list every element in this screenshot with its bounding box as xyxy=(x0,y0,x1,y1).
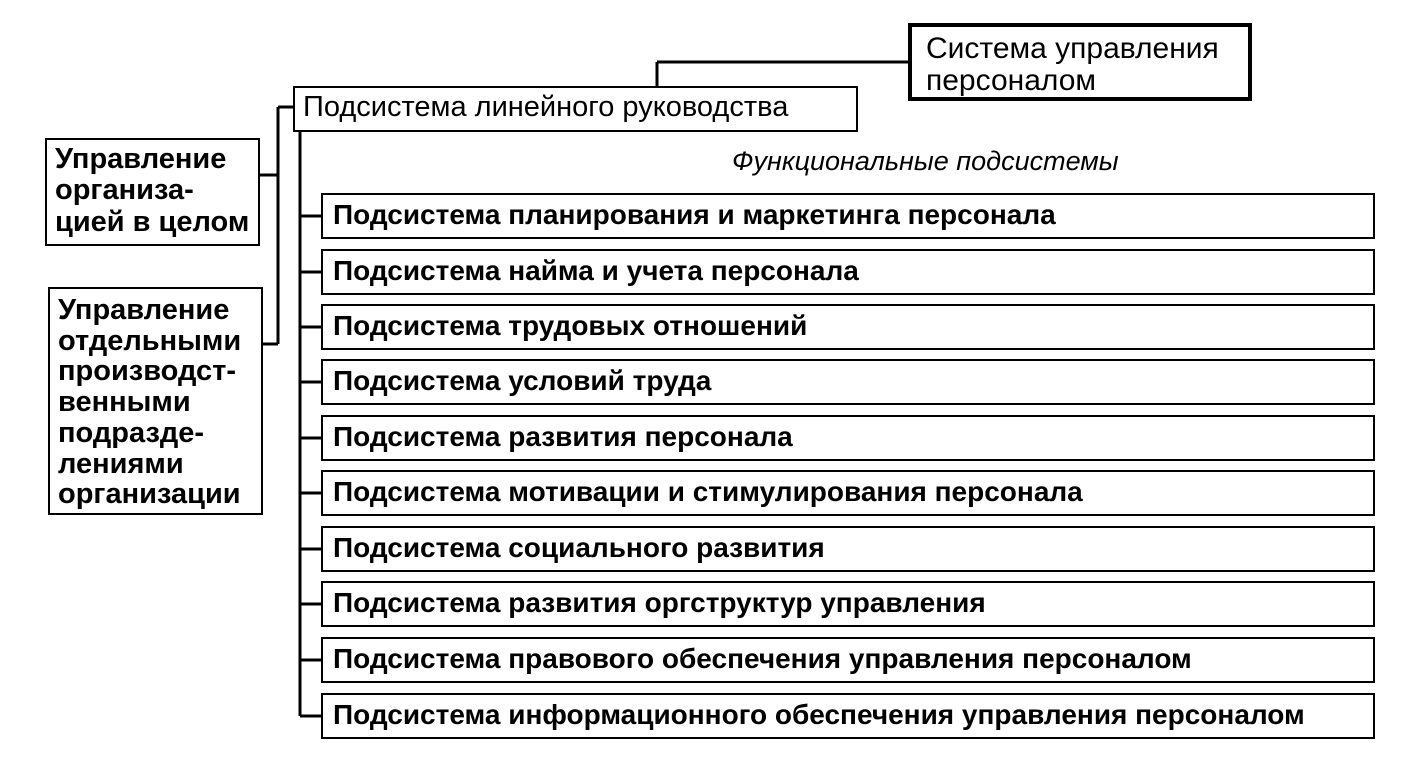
root-title-line-2: персоналом xyxy=(926,63,1097,97)
org-management-line: Управление xyxy=(55,143,227,175)
root-system-box xyxy=(908,23,1252,101)
functional-subsystem-box: Подсистема информационного обеспечения управления персоналом xyxy=(321,693,1375,739)
org-management-box xyxy=(45,138,260,246)
functional-subsystem-box: Подсистема социального развития xyxy=(321,526,1375,572)
functional-subsystem-box: Подсистема развития персонала xyxy=(321,415,1375,461)
root-title-line-1: Система управления xyxy=(926,32,1219,65)
functional-subsystem-box: Подсистема планирования и маркетинга персонала xyxy=(321,193,1375,239)
org-management-line: организа- xyxy=(55,174,194,207)
functional-subsystem-box: Подсистема правового обеспечения управления персоналом xyxy=(321,637,1375,683)
functional-subsystem-box: Подсистема мотивации и стимулирования персонала xyxy=(321,470,1375,516)
unit-management-line: отдельными xyxy=(58,324,242,357)
unit-management-line: организации xyxy=(58,478,241,511)
functional-subsystem-box: Подсистема найма и учета персонала xyxy=(321,249,1375,295)
functional-subsystem-box: Подсистема развития оргструктур управления xyxy=(321,581,1375,627)
unit-management-box xyxy=(48,287,263,515)
linear-subsystem-box: Подсистема линейного руководства xyxy=(293,86,858,132)
functional-subsystem-box: Подсистема трудовых отношений xyxy=(321,304,1375,350)
functional-subsystems-title: Функциональные подсистемы xyxy=(732,146,1119,176)
unit-management-line: венными xyxy=(58,386,191,419)
unit-management-line: подразде- xyxy=(58,416,205,449)
unit-management-line: лениями xyxy=(58,447,184,480)
functional-subsystem-box: Подсистема условий труда xyxy=(321,359,1375,405)
unit-management-line: производст- xyxy=(58,355,236,388)
org-management-line: цией в целом xyxy=(55,205,250,238)
unit-management-line: Управление xyxy=(58,294,230,326)
